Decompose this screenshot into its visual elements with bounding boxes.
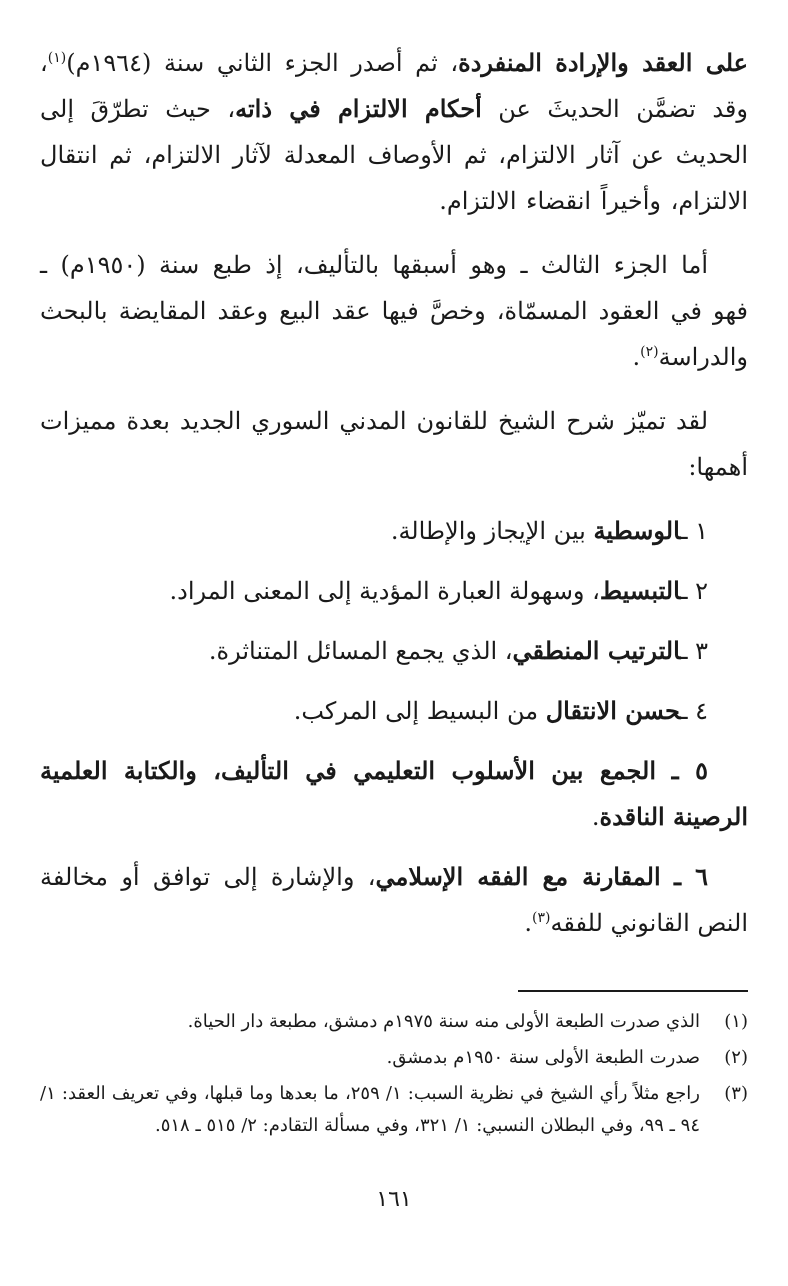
features-list xyxy=(40,508,748,946)
footnote-text: صدرت الطبعة الأولى سنة ١٩٥٠م بدمشق. xyxy=(386,1047,700,1068)
item-number: ٦ ـ xyxy=(673,862,708,891)
item-text: ، والإشارة إلى توافق أو مخالفة النص القانوني للفقه xyxy=(40,863,748,937)
item-number: ٣ ـ xyxy=(680,637,708,665)
item-number: ٢ ـ xyxy=(680,577,708,605)
text-run: ، حيث تطرّقَ إلى الحديث عن آثار الالتزام، ثم الأوصاف المعدلة لآثار الالتزام، ثم انتقال الالتزام، وأخيراً انقضاء الالتزام. xyxy=(40,95,748,215)
text-run: لقد تميّز شرح الشيخ للقانون المدني السوري الجديد بعدة مميزات أهمها: xyxy=(40,407,748,481)
item-title: الوسطية xyxy=(593,516,681,545)
book-page xyxy=(40,40,748,1246)
list-item xyxy=(40,854,748,946)
item-number: ١ ـ xyxy=(680,517,708,545)
footnote-number: (٢) xyxy=(724,1047,748,1068)
footnote-text: راجع مثلاً رأي الشيخ في نظرية السبب: ١/ ٢٥٩، ما بعدها وما قبلها، وفي تعريف العقد: ١/ ٩٤ ـ ٩٩، وفي البطلان النسبي: ١/ ٣٢١، وفي مسألة التقادم: ٢/ ٥١٥ ـ ٥١٨. xyxy=(40,1083,700,1136)
footnotes xyxy=(40,1006,748,1142)
item-title: حسن الانتقال xyxy=(545,696,681,725)
list-item xyxy=(40,508,748,554)
footnote-separator-wrap xyxy=(40,962,748,1006)
list-item xyxy=(40,748,748,840)
list-item xyxy=(40,688,748,734)
item-number: ٤ ـ xyxy=(680,697,708,725)
footnote-ref-1[interactable]: (١) xyxy=(47,50,67,66)
footnote-1 xyxy=(40,1006,748,1038)
list-item xyxy=(40,628,748,674)
text-run: أما الجزء الثالث ـ وهو أسبقها بالتأليف، إذ طبع سنة (١٩٥٠م) ـ فهو في العقود المسمّاة، وخصَّ فيها عقد البيع وعقد المقايضة بالبحث والدراسة xyxy=(40,251,748,371)
text-run: ، وقد تضمَّن الحديثَ عن xyxy=(40,49,748,123)
footnote-3 xyxy=(40,1078,748,1142)
footnote-separator xyxy=(518,990,748,992)
list-item xyxy=(40,568,748,614)
item-text: من البسيط إلى المركب. xyxy=(293,697,546,725)
bold-phrase: على العقد والإرادة المنفردة xyxy=(458,48,748,77)
item-text: . xyxy=(591,803,600,831)
item-number: ٥ ـ xyxy=(671,756,708,785)
footnote-ref-2[interactable]: (٢) xyxy=(640,344,659,360)
text-run: . xyxy=(632,343,641,371)
item-text: . xyxy=(524,909,533,937)
footnote-number: (٣) xyxy=(724,1083,748,1104)
item-text: ، الذي يجمع المسائل المتناثرة. xyxy=(208,637,513,665)
item-title: الجمع بين الأسلوب التعليمي في التأليف، والكتابة العلمية الرصينة الناقدة xyxy=(40,756,748,831)
item-title: الترتيب المنطقي xyxy=(512,636,681,665)
footnote-number: (١) xyxy=(724,1011,748,1032)
footnote-ref-3[interactable]: (٣) xyxy=(532,910,551,926)
item-title: المقارنة مع الفقه الإسلامي xyxy=(375,862,661,891)
item-text: بين الإيجاز والإطالة. xyxy=(390,517,594,545)
footnote-text: الذي صدرت الطبعة الأولى منه سنة ١٩٧٥م دمشق، مطبعة دار الحياة. xyxy=(187,1011,700,1032)
text-run: ، ثم أصدر الجزء الثاني سنة (١٩٦٤م) xyxy=(66,49,459,77)
item-title: التبسيط xyxy=(599,576,681,605)
bold-phrase: أحكام الالتزام في ذاته xyxy=(235,94,482,123)
footnote-2 xyxy=(40,1042,748,1074)
paragraph-2 xyxy=(40,242,748,380)
page-number: ١٦١ xyxy=(376,1187,412,1212)
paragraph-3 xyxy=(40,398,748,490)
item-text: ، وسهولة العبارة المؤدية إلى المعنى المراد. xyxy=(169,577,600,605)
paragraph-1 xyxy=(40,40,748,224)
